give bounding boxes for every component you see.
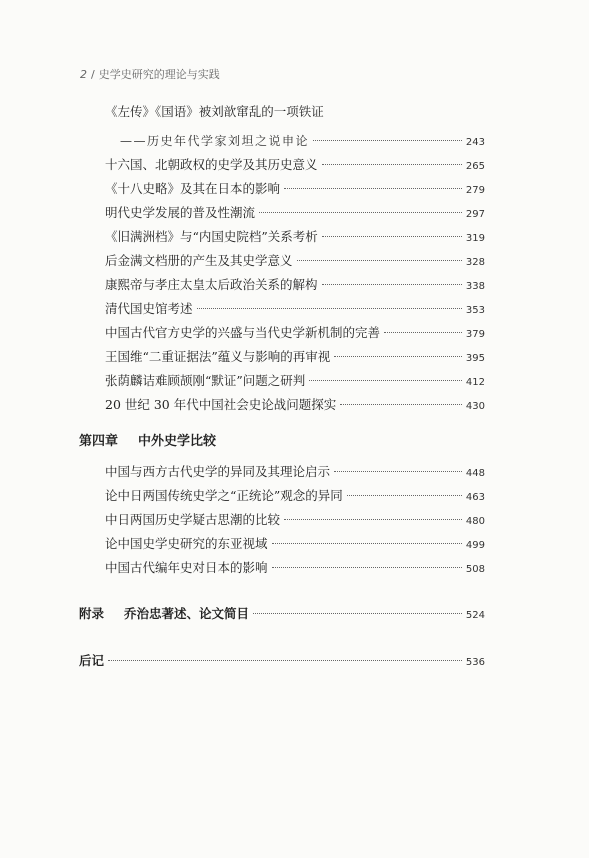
toc-entry-page: 338 (465, 281, 485, 292)
toc-entry-title: 20 世纪 30 年代中国社会史论战问题探实 (105, 397, 337, 412)
toc-entry-title: 论中国史学史研究的东亚视域 (105, 536, 268, 551)
toc-entry-title: 《十八史略》及其在日本的影响 (105, 181, 281, 196)
toc-entry[interactable] (105, 512, 485, 530)
afterword-entry[interactable] (79, 653, 485, 671)
running-head-separator: / (91, 68, 95, 81)
toc-entry-title: 康熙帝与孝庄太皇太后政治关系的解构 (105, 277, 318, 292)
toc-entry-title: 《旧满洲档》与“内国史院档”关系考析 (105, 229, 318, 244)
toc-entry-title: 明代史学发展的普及性潮流 (105, 205, 256, 220)
toc-entry[interactable] (105, 397, 485, 415)
toc-entry-title: 中国古代编年史对日本的影响 (105, 560, 268, 575)
dot-leader (197, 308, 462, 309)
afterword-title: 后记 (79, 653, 105, 668)
toc-entry-title: 王国维“二重证据法”蕴义与影响的再审视 (105, 349, 331, 364)
dot-leader (322, 164, 462, 165)
toc-entry[interactable] (105, 181, 485, 199)
book-title: 史学史研究的理论与实践 (98, 68, 220, 81)
toc-entry-page: 430 (465, 401, 485, 412)
toc-entry-page: 395 (465, 353, 485, 364)
toc-entry[interactable] (105, 560, 485, 578)
toc-entry[interactable] (120, 133, 485, 151)
toc-entry[interactable] (105, 157, 485, 175)
dot-leader (340, 404, 462, 405)
toc-entry-title: 中国古代官方史学的兴盛与当代史学新机制的完善 (105, 325, 381, 340)
toc-entry[interactable] (105, 253, 485, 271)
toc-entry-page: 448 (465, 468, 485, 479)
appendix-entry[interactable] (79, 606, 485, 624)
toc-entry-page: 499 (465, 540, 485, 551)
toc-entry-title: 后金满文档册的产生及其史学意义 (105, 253, 293, 268)
toc-entry[interactable] (105, 488, 485, 506)
dot-leader (297, 260, 462, 261)
toc-entry-page: 508 (465, 564, 485, 575)
dot-leader (313, 140, 462, 141)
dot-leader (322, 284, 462, 285)
toc-entry-page: 279 (465, 185, 485, 196)
dot-leader (334, 356, 462, 357)
toc-entry-title: 张荫麟诘难顾颉刚“默证”问题之研判 (105, 373, 306, 388)
dot-leader (334, 471, 462, 472)
toc-entry-title: ——历史年代学家刘坦之说申论 (120, 134, 310, 148)
page-number: 2 (80, 68, 87, 81)
dot-leader (272, 543, 462, 544)
toc-entry[interactable] (105, 536, 485, 554)
dot-leader (284, 519, 462, 520)
toc-entry-page: 265 (465, 161, 485, 172)
toc-entry-title: 《左传》《国语》被刘歆窜乱的一项铁证 (105, 104, 324, 119)
toc-entry-page: 319 (465, 233, 485, 244)
toc-entry-title: 十六国、北朝政权的史学及其历史意义 (105, 157, 318, 172)
toc-entry[interactable] (105, 373, 485, 391)
dot-leader (384, 332, 462, 333)
toc-entry-page: 463 (465, 492, 485, 503)
toc-entry-page: 480 (465, 516, 485, 527)
chapter-label: 第四章 (79, 434, 119, 449)
chapter-heading[interactable] (79, 430, 216, 449)
dot-leader (322, 236, 462, 237)
toc-entry-page: 243 (465, 137, 485, 148)
toc-entry[interactable] (105, 325, 485, 343)
toc-entry-page: 353 (465, 305, 485, 316)
toc-entry-title: 清代国史馆考述 (105, 301, 193, 316)
toc-entry[interactable] (105, 349, 485, 367)
dot-leader (259, 212, 462, 213)
toc-entry-title: 中日两国历史学疑古思潮的比较 (105, 512, 281, 527)
toc-entry[interactable] (105, 464, 485, 482)
chapter-title: 中外史学比较 (138, 434, 217, 449)
appendix-page: 524 (465, 610, 485, 621)
dot-leader (272, 567, 462, 568)
appendix-title: 乔治忠著述、论文简目 (124, 606, 250, 621)
toc-entry[interactable] (105, 229, 485, 247)
toc-entry[interactable] (105, 301, 485, 319)
toc-entry-title: 论中日两国传统史学之“正统论”观念的异同 (105, 488, 343, 503)
toc-entry-page: 297 (465, 209, 485, 220)
dot-leader (108, 660, 462, 661)
toc-entry-page: 379 (465, 329, 485, 340)
toc-entry-title: 中国与西方古代史学的异同及其理论启示 (105, 464, 331, 479)
afterword-page: 536 (465, 657, 485, 668)
toc-entry-page: 328 (465, 257, 485, 268)
dot-leader (309, 380, 462, 381)
toc-entry[interactable] (105, 205, 485, 223)
toc-entry[interactable] (105, 104, 485, 120)
toc-entry[interactable] (105, 277, 485, 295)
toc-entry-page: 412 (465, 377, 485, 388)
dot-leader (253, 613, 462, 614)
dot-leader (347, 495, 462, 496)
appendix-label: 附录 (79, 606, 105, 621)
dot-leader (284, 188, 462, 189)
